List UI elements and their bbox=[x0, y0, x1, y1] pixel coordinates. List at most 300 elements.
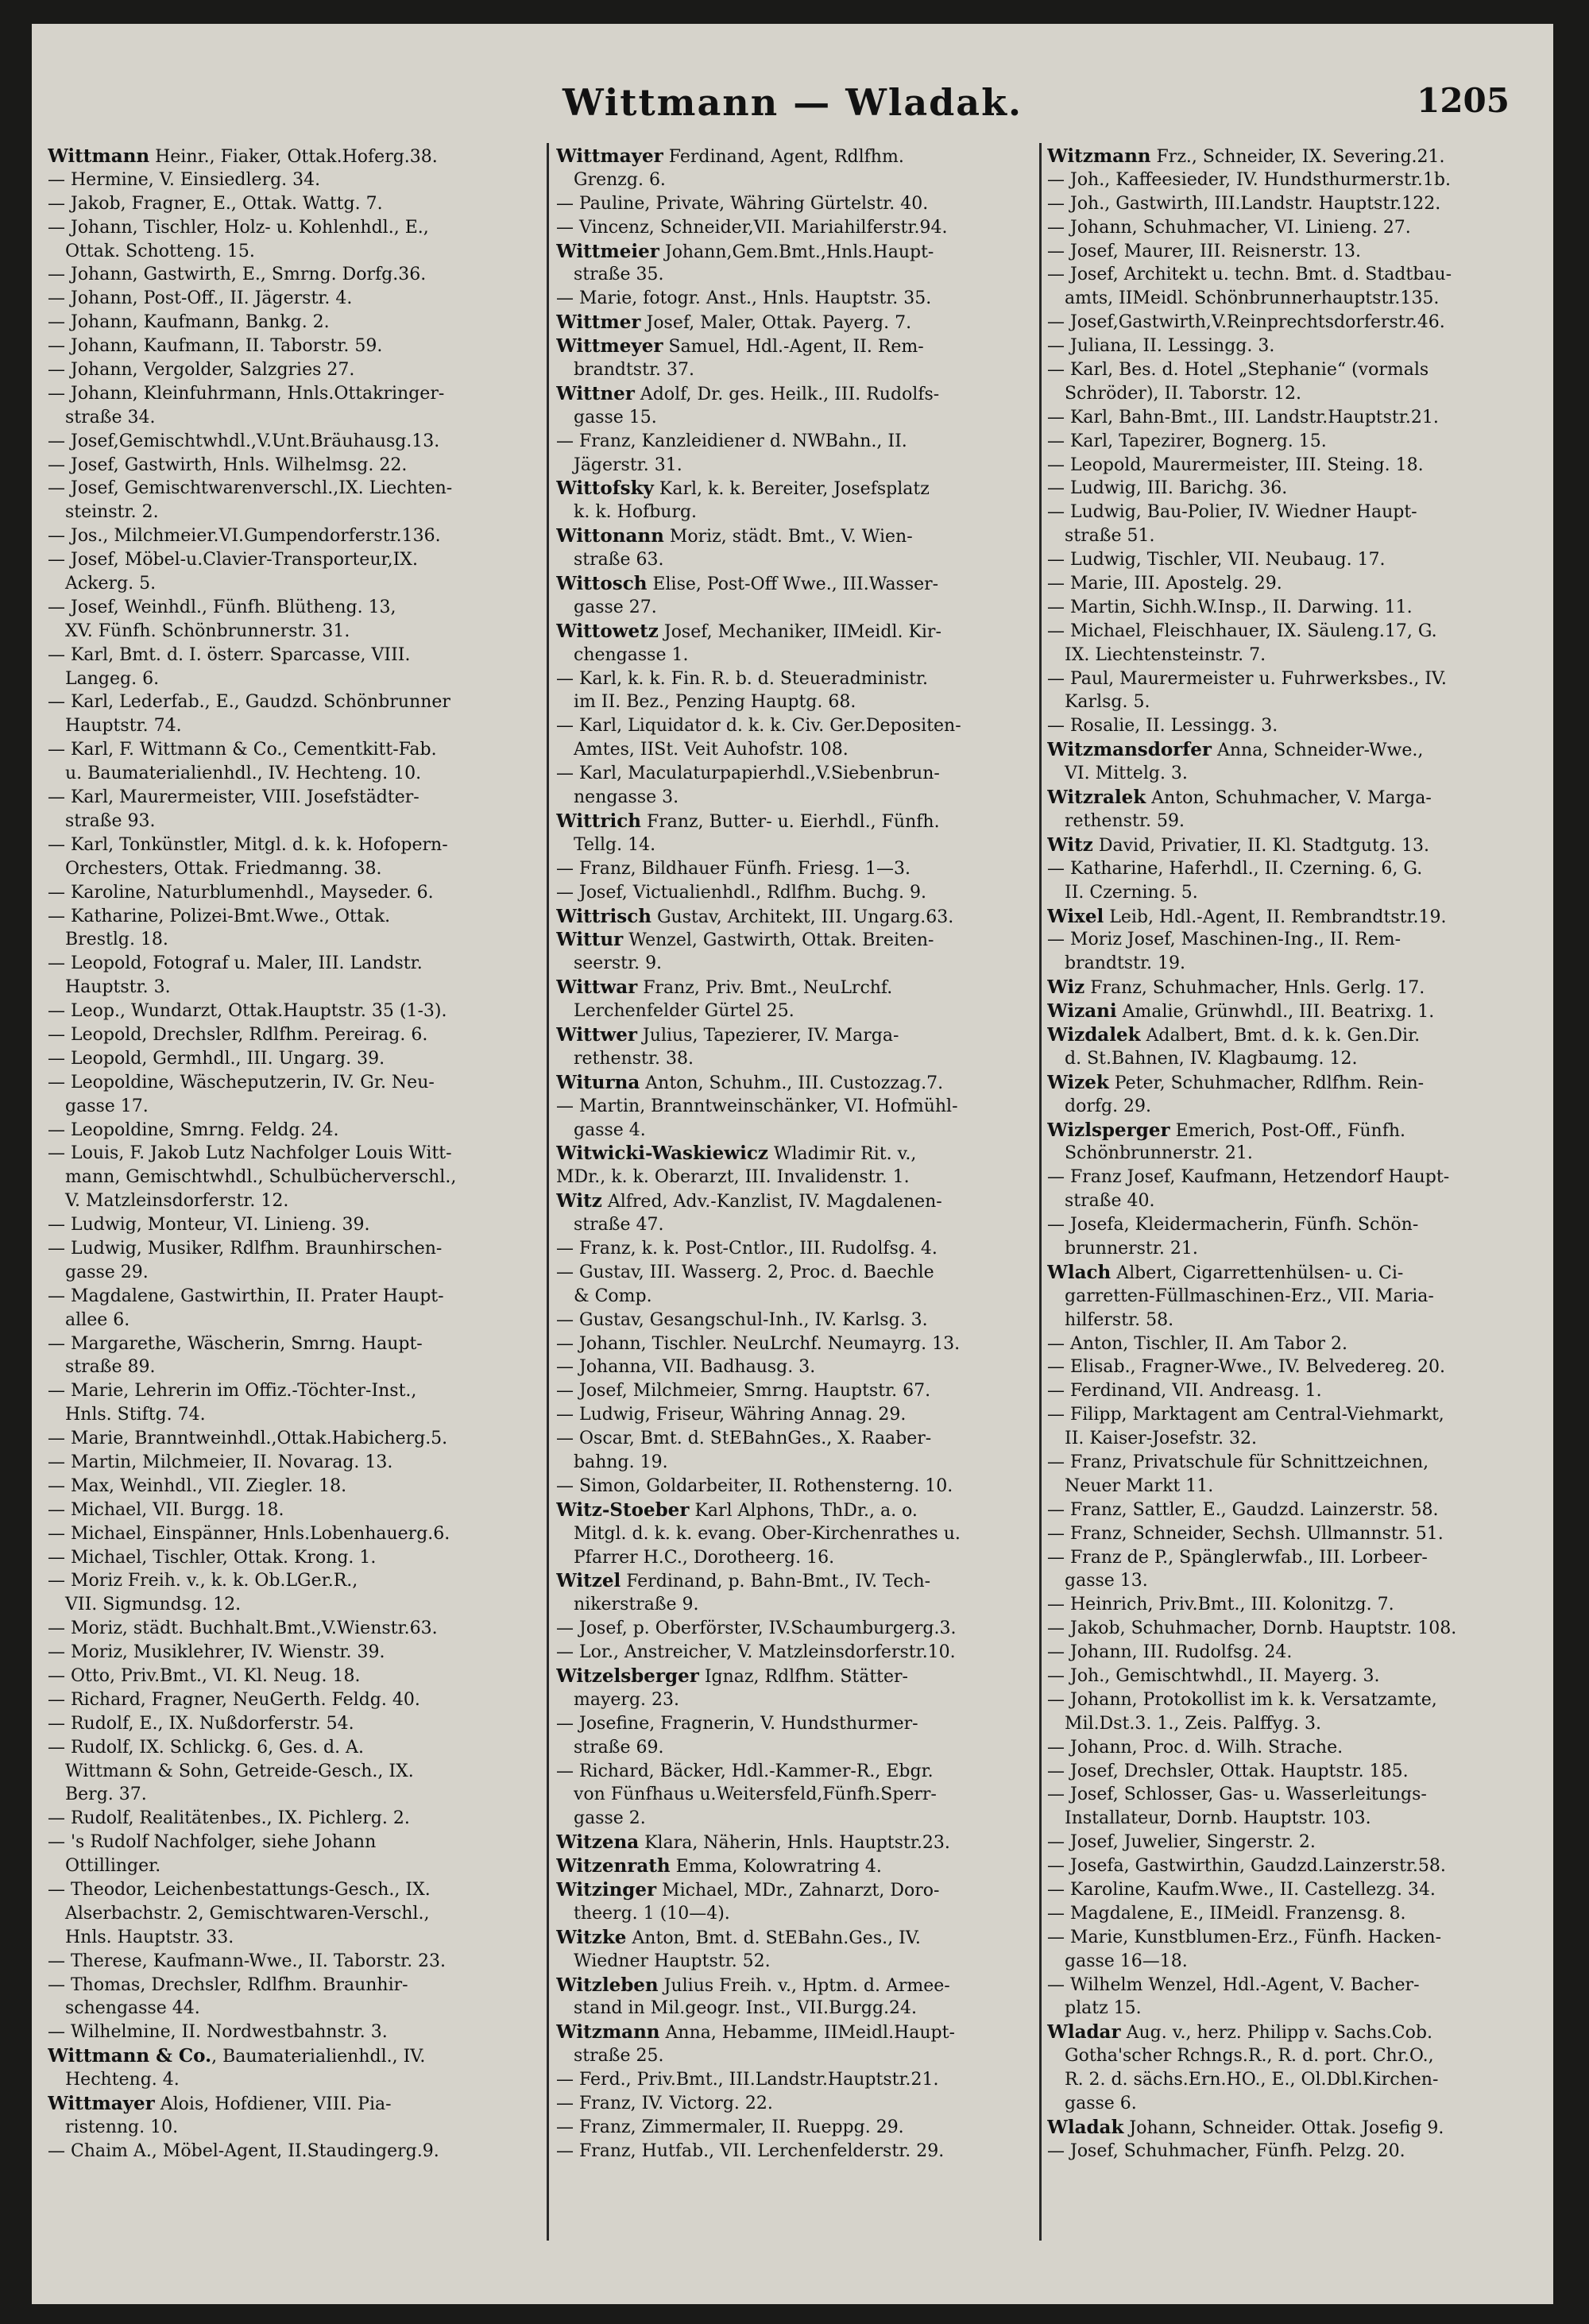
entry-text: Karl, k. k. Bereiter, Josefsplatz bbox=[653, 479, 930, 500]
directory-line bbox=[1047, 524, 1524, 548]
directory-line bbox=[48, 1783, 524, 1807]
directory-line bbox=[1047, 1878, 1524, 1902]
entry-text: Emma, Kolowratring 4. bbox=[670, 1857, 882, 1877]
directory-line bbox=[1047, 240, 1524, 264]
entry-text: — Pauline, Private, Währing Gürtelstr. 40. bbox=[556, 193, 929, 214]
entry-text: — Ludwig, III. Barichg. 36. bbox=[1047, 478, 1288, 499]
entry-text: Ignaz, Rdlfhm. Stätter- bbox=[698, 1667, 908, 1687]
entry-text: — Leopold, Fotograf u. Maler, III. Landstr. bbox=[48, 953, 423, 974]
directory-line bbox=[556, 1047, 1033, 1071]
entry-text: — Marie, Lehrerin im Offiz.-Töchter-Inst., bbox=[48, 1381, 417, 1402]
directory-line bbox=[556, 714, 1033, 738]
entry-text: Heinr., Fiaker, Ottak.Hoferg.38. bbox=[149, 147, 438, 167]
entry-text: Amalie, Grünwhdl., III. Beatrixg. 1. bbox=[1116, 1002, 1435, 1023]
directory-line bbox=[48, 548, 524, 572]
entry-text: — Leop., Wundarzt, Ottak.Hauptstr. 35 (1-3). bbox=[48, 1001, 447, 1022]
entry-text: — Marie, Kunstblumen-Erz., Fünfh. Hacken- bbox=[1047, 1927, 1442, 1947]
entry-text: Karlsg. 5. bbox=[1065, 692, 1150, 713]
directory-line bbox=[556, 1285, 1033, 1309]
directory-line bbox=[556, 382, 1033, 406]
entry-text: — Karl, k. k. Fin. R. b. d. Steueradministr. bbox=[556, 668, 929, 689]
directory-line bbox=[1047, 833, 1524, 857]
directory-line bbox=[48, 1569, 524, 1593]
directory-line bbox=[1047, 644, 1524, 667]
entry-text: rethenstr. 38. bbox=[574, 1048, 694, 1069]
directory-line bbox=[1047, 881, 1524, 905]
entry-text: — Leopoldine, Smrng. Feldg. 24. bbox=[48, 1119, 339, 1140]
entry-text: — Juliana, II. Lessingg. 3. bbox=[1047, 336, 1275, 357]
entry-surname: Witzelsberger bbox=[556, 1665, 699, 1687]
entry-text: David, Privatier, II. Kl. Stadtgutg. 13. bbox=[1092, 835, 1429, 856]
entry-text: XV. Fünfh. Schönbrunnerstr. 31. bbox=[65, 621, 350, 641]
directory-line bbox=[556, 192, 1033, 216]
directory-line bbox=[1047, 1189, 1524, 1213]
entry-surname: Wizani bbox=[1047, 1000, 1117, 1023]
entry-text: Orchesters, Ottak. Friedmanng. 38. bbox=[65, 858, 382, 879]
entry-text: — Heinrich, Priv.Bmt., III. Kolonitzg. 7. bbox=[1047, 1595, 1394, 1615]
entry-text: Frz., Schneider, IX. Severing.21. bbox=[1150, 147, 1445, 167]
directory-line bbox=[1047, 287, 1524, 311]
entry-text: — Josef, Maurer, III. Reisnerstr. 13. bbox=[1047, 241, 1362, 261]
directory-line bbox=[556, 454, 1033, 478]
entry-text: — Josefine, Fragnerin, V. Hundsthurmer- bbox=[556, 1713, 918, 1734]
directory-line bbox=[556, 2020, 1033, 2044]
entry-text: Ferdinand, Agent, Rdlfhm. bbox=[663, 147, 904, 167]
entry-text: — Thomas, Drechsler, Rdlfhm. Braunhir- bbox=[48, 1974, 408, 1995]
entry-text: — Jakob, Fragner, E., Ottak. Wattg. 7. bbox=[48, 193, 383, 214]
directory-line bbox=[1047, 1760, 1524, 1784]
entry-text: Julius, Tapezierer, IV. Marga- bbox=[636, 1025, 899, 1046]
entry-text: — Johann, Tischler. NeuLrchf. Neumayrg. 13. bbox=[556, 1333, 961, 1354]
directory-line bbox=[1047, 1475, 1524, 1498]
directory-line bbox=[48, 1498, 524, 1522]
directory-line bbox=[48, 667, 524, 691]
entry-text: — Karl, Bes. d. Hotel „Stephanie“ (vormals bbox=[1047, 360, 1429, 381]
entry-text: — Josef, Weinhdl., Fünfh. Blütheng. 13, bbox=[48, 597, 396, 617]
entry-text: — Johann, Post-Off., II. Jägerstr. 4. bbox=[48, 288, 353, 309]
entry-text: V. Matzleinsdorferstr. 12. bbox=[65, 1191, 289, 1212]
directory-line bbox=[556, 1926, 1033, 1950]
directory-line bbox=[556, 690, 1033, 714]
directory-line bbox=[1047, 168, 1524, 192]
entry-text: Berg. 37. bbox=[65, 1785, 147, 1805]
directory-line bbox=[1047, 1546, 1524, 1570]
entry-text: — Josef, Schlosser, Gas- u. Wasserleitungs- bbox=[1047, 1785, 1427, 1805]
directory-line bbox=[48, 1665, 524, 1688]
entry-text: — Karl, Liquidator d. k. k. Civ. Ger.Depositen- bbox=[556, 716, 961, 737]
entry-text: von Fünfhaus u.Weitersfeld,Fünfh.Sperr- bbox=[574, 1785, 937, 1805]
directory-line bbox=[556, 358, 1033, 382]
entry-text: mann, Gemischtwhdl., Schulbücherverschl., bbox=[65, 1167, 457, 1188]
entry-text: — Gustav, III. Wasserg. 2, Proc. d. Baechle bbox=[556, 1262, 934, 1282]
directory-line bbox=[48, 454, 524, 478]
directory-line bbox=[48, 1475, 524, 1498]
entry-text: ristenng. 10. bbox=[65, 2117, 179, 2137]
directory-line bbox=[48, 216, 524, 240]
directory-line bbox=[1047, 216, 1524, 240]
entry-text: Installateur, Dornb. Hauptstr. 103. bbox=[1065, 1808, 1371, 1829]
entry-text: — Johann, Gastwirth, E., Smrng. Dorfg.36. bbox=[48, 265, 427, 285]
directory-line bbox=[556, 1475, 1033, 1498]
directory-line bbox=[1047, 454, 1524, 478]
directory-line bbox=[1047, 1641, 1524, 1665]
directory-line bbox=[556, 501, 1033, 524]
entry-text: — Josef, Victualienhdl., Rdlfhm. Buchg. 9. bbox=[556, 882, 926, 903]
entry-surname: Wittrisch bbox=[556, 905, 651, 927]
entry-text: — Franz, Kanzleidiener d. NWBahn., II. bbox=[556, 431, 907, 451]
directory-line bbox=[556, 1783, 1033, 1807]
entry-text: — Karl, Maculaturpapierhdl.,V.Siebenbrun- bbox=[556, 764, 940, 784]
entry-text: — Ludwig, Friseur, Währing Annag. 29. bbox=[556, 1405, 907, 1425]
entry-text: gasse 2. bbox=[574, 1808, 646, 1829]
entry-text: — Ludwig, Tischler, VII. Neubaug. 17. bbox=[1047, 550, 1386, 570]
entry-text: mayerg. 23. bbox=[574, 1689, 679, 1710]
directory-line bbox=[48, 1546, 524, 1570]
directory-line bbox=[556, 1451, 1033, 1475]
directory-line bbox=[48, 1142, 524, 1166]
directory-line bbox=[48, 2020, 524, 2044]
entry-text: straße 40. bbox=[1065, 1191, 1155, 1212]
entry-text: MDr., k. k. Oberarzt, III. Invalidenstr. 1. bbox=[556, 1167, 910, 1188]
column-3 bbox=[1047, 145, 1524, 2164]
entry-text: — Franz de P., Spänglerwfab., III. Lorbeer- bbox=[1047, 1547, 1428, 1568]
entry-text: — Wilhelm Wenzel, Hdl.-Agent, V. Bacher- bbox=[1047, 1974, 1420, 1995]
directory-line bbox=[1047, 430, 1524, 454]
entry-text: — Johanna, VII. Badhausg. 3. bbox=[556, 1357, 816, 1378]
entry-text: — Marie, Branntweinhdl.,Ottak.Habicherg.5. bbox=[48, 1429, 448, 1449]
directory-line bbox=[556, 1379, 1033, 1403]
directory-line bbox=[556, 524, 1033, 548]
directory-line bbox=[1047, 572, 1524, 596]
directory-line bbox=[1047, 2116, 1524, 2140]
directory-line bbox=[1047, 1309, 1524, 1332]
directory-line bbox=[1047, 1261, 1524, 1285]
entry-text: — Richard, Bäcker, Hdl.-Kammer-R., Ebgr. bbox=[556, 1761, 934, 1781]
directory-line bbox=[48, 1403, 524, 1427]
directory-line bbox=[556, 1213, 1033, 1237]
entry-text: — Moriz, städt. Buchhalt.Bmt.,V.Wienstr.63. bbox=[48, 1618, 438, 1639]
directory-line bbox=[48, 833, 524, 857]
directory-line bbox=[48, 976, 524, 1000]
entry-text: — Johann, Tischler, Holz- u. Kohlenhdl., E., bbox=[48, 217, 429, 238]
entry-surname: Wittmeyer bbox=[556, 335, 663, 358]
entry-text: — Karoline, Kaufm.Wwe., II. Castellezg. 34. bbox=[1047, 1880, 1436, 1901]
entry-text: — Richard, Fragner, NeuGerth. Feldg. 40. bbox=[48, 1689, 420, 1710]
directory-line bbox=[48, 1166, 524, 1189]
entry-text: Amtes, IISt. Veit Auhofstr. 108. bbox=[574, 740, 849, 760]
directory-line bbox=[48, 1427, 524, 1451]
entry-surname: Wittur bbox=[556, 929, 624, 951]
directory-line bbox=[48, 311, 524, 334]
directory-line bbox=[556, 406, 1033, 430]
directory-line bbox=[556, 786, 1033, 810]
directory-line bbox=[48, 690, 524, 714]
entry-text: bahng. 19. bbox=[574, 1452, 668, 1472]
entry-text: — Marie, fotogr. Anst., Hnls. Hauptstr. 35. bbox=[556, 288, 932, 309]
directory-line bbox=[556, 1023, 1033, 1047]
entry-text: Alfred, Adv.-Kanzlist, IV. Magdalenen- bbox=[601, 1192, 942, 1212]
entry-text: — Katharine, Polizei-Bmt.Wwe., Ottak. bbox=[48, 906, 391, 926]
entry-text: — Josef, Juwelier, Singerstr. 2. bbox=[1047, 1832, 1316, 1853]
entry-surname: Wittosch bbox=[556, 573, 648, 595]
column-1 bbox=[48, 145, 524, 2164]
page-number: 1205 bbox=[1417, 81, 1510, 120]
entry-text: — Johann, III. Rudolfsg. 24. bbox=[1047, 1642, 1293, 1663]
directory-line bbox=[556, 738, 1033, 762]
entry-text: Anton, Schuhmacher, V. Marga- bbox=[1146, 788, 1432, 809]
directory-line bbox=[556, 1522, 1033, 1546]
directory-line bbox=[48, 430, 524, 454]
entry-surname: Wittrich bbox=[556, 810, 641, 832]
entry-text: Langeg. 6. bbox=[65, 668, 160, 689]
entry-text: Anton, Schuhm., III. Custozzag.7. bbox=[640, 1073, 944, 1093]
entry-text: Franz, Butter- u. Eierhdl., Fünfh. bbox=[641, 811, 940, 832]
entry-text: — Michael, Fleischhauer, IX. Säuleng.17, G. bbox=[1047, 621, 1437, 641]
directory-line bbox=[1047, 1498, 1524, 1522]
directory-line bbox=[556, 240, 1033, 264]
directory-line bbox=[48, 1522, 524, 1546]
directory-line bbox=[1047, 1688, 1524, 1712]
directory-line bbox=[48, 406, 524, 430]
directory-line bbox=[556, 1498, 1033, 1522]
directory-line bbox=[1047, 1617, 1524, 1641]
entry-surname: Wladar bbox=[1047, 2021, 1121, 2044]
entry-text: — Simon, Goldarbeiter, II. Rothensterng. 10. bbox=[556, 1475, 953, 1496]
directory-line bbox=[48, 596, 524, 620]
directory-line bbox=[556, 857, 1033, 881]
entry-text: R. 2. d. sächs.Ern.HO., E., Ol.Dbl.Kirchen- bbox=[1065, 2070, 1439, 2090]
directory-line bbox=[1047, 501, 1524, 524]
entry-surname: Wittowetz bbox=[556, 620, 659, 642]
directory-line bbox=[556, 1974, 1033, 1997]
entry-text: — Josef, Gastwirth, Hnls. Wilhelmsg. 22. bbox=[48, 454, 408, 475]
entry-text: Ottillinger. bbox=[65, 1856, 161, 1877]
entry-text: Mil.Dst.3. 1., Zeis. Palffyg. 3. bbox=[1065, 1713, 1322, 1734]
entry-text: theerg. 1 (10—4). bbox=[574, 1903, 730, 1924]
directory-line bbox=[556, 833, 1033, 857]
directory-line bbox=[48, 2140, 524, 2164]
entry-surname: Wittwar bbox=[556, 976, 638, 999]
entry-text: Lerchenfelder Gürtel 25. bbox=[574, 1001, 794, 1022]
entry-text: Wenzel, Gastwirth, Ottak. Breiten- bbox=[623, 930, 934, 951]
entry-surname: Witzmann bbox=[1047, 145, 1151, 167]
directory-line bbox=[48, 1712, 524, 1736]
directory-line bbox=[1047, 786, 1524, 810]
entry-text: Leib, Hdl.-Agent, II. Rembrandtstr.19. bbox=[1104, 907, 1447, 927]
directory-line bbox=[556, 1309, 1033, 1332]
directory-line bbox=[48, 738, 524, 762]
directory-line bbox=[48, 524, 524, 548]
directory-line bbox=[556, 287, 1033, 311]
entry-surname: Wittonann bbox=[556, 525, 664, 547]
directory-line bbox=[556, 572, 1033, 596]
entry-text: — Franz, Hutfab., VII. Lerchenfelderstr. 29. bbox=[556, 2140, 945, 2161]
entry-text: — Johann, Protokollist im k. k. Versatzamte, bbox=[1047, 1689, 1437, 1710]
entry-text: — Lor., Anstreicher, V. Matzleinsdorferstr.10. bbox=[556, 1642, 956, 1663]
directory-line bbox=[48, 1617, 524, 1641]
directory-line bbox=[48, 881, 524, 905]
entry-text: — Karl, F. Wittmann & Co., Cementkitt-Fab. bbox=[48, 740, 437, 760]
entry-text: d. St.Bahnen, IV. Klagbaumg. 12. bbox=[1065, 1048, 1358, 1069]
entry-text: — Magdalene, E., IIMeidl. Franzensg. 8. bbox=[1047, 1903, 1406, 1924]
entry-text: Hnls. Stiftg. 74. bbox=[65, 1405, 206, 1425]
directory-line bbox=[1047, 1355, 1524, 1379]
entry-text: — Oscar, Bmt. d. StEBahnGes., X. Raaber- bbox=[556, 1429, 932, 1449]
entry-surname: Wizdalek bbox=[1047, 1023, 1141, 1046]
entry-text: — Jakob, Schuhmacher, Dornb. Hauptstr. 108. bbox=[1047, 1618, 1457, 1639]
entry-text: — Chaim A., Möbel-Agent, II.Staudingerg.9. bbox=[48, 2140, 439, 2161]
directory-line bbox=[556, 1166, 1033, 1189]
directory-line bbox=[1047, 1071, 1524, 1095]
entry-text: — Leopold, Drechsler, Rdlfhm. Pereirag. 6. bbox=[48, 1024, 428, 1045]
directory-line bbox=[1047, 1807, 1524, 1831]
directory-line bbox=[48, 928, 524, 952]
directory-line bbox=[1047, 2044, 1524, 2068]
directory-line bbox=[556, 1261, 1033, 1285]
directory-line bbox=[1047, 2020, 1524, 2044]
entry-text: — Ludwig, Monteur, VI. Linieng. 39. bbox=[48, 1215, 370, 1235]
entry-text: gasse 15. bbox=[574, 407, 657, 427]
entry-text: Anton, Bmt. d. StEBahn.Ges., IV. bbox=[626, 1928, 921, 1948]
directory-line bbox=[1047, 1213, 1524, 1237]
entry-text: gasse 16—18. bbox=[1065, 1951, 1188, 1971]
directory-line bbox=[556, 216, 1033, 240]
directory-line bbox=[48, 1023, 524, 1047]
directory-line bbox=[556, 1332, 1033, 1356]
directory-line bbox=[1047, 1902, 1524, 1926]
entry-text: gasse 13. bbox=[1065, 1571, 1148, 1591]
entry-text: brandtstr. 37. bbox=[574, 360, 695, 381]
entry-text: — Margarethe, Wäscherin, Smrng. Haupt- bbox=[48, 1333, 423, 1354]
entry-text: — Katharine, Haferhdl., II. Czerning. 6, G. bbox=[1047, 858, 1423, 879]
entry-text: rethenstr. 59. bbox=[1065, 810, 1185, 831]
directory-line bbox=[48, 810, 524, 833]
directory-line bbox=[1047, 1997, 1524, 2020]
directory-line bbox=[556, 596, 1033, 620]
directory-line bbox=[48, 192, 524, 216]
entry-text: Gustav, Architekt, III. Ungarg.63. bbox=[651, 907, 954, 927]
directory-line bbox=[48, 1000, 524, 1023]
entry-text: garretten-Füllmaschinen-Erz., VII. Maria- bbox=[1065, 1286, 1434, 1306]
directory-line bbox=[1047, 690, 1524, 714]
entry-text: Pfarrer H.C., Dorotheerg. 16. bbox=[574, 1547, 835, 1568]
directory-line bbox=[48, 905, 524, 929]
directory-line bbox=[48, 1309, 524, 1332]
entry-text: & Comp. bbox=[574, 1286, 652, 1306]
entry-surname: Witzralek bbox=[1047, 787, 1146, 809]
entry-text: — Johann, Kaufmann, Bankg. 2. bbox=[48, 312, 330, 333]
directory-line bbox=[1047, 1665, 1524, 1688]
entry-text: Hauptstr. 3. bbox=[65, 977, 171, 998]
entry-text: Franz, Priv. Bmt., NeuLrchf. bbox=[637, 978, 893, 999]
directory-line bbox=[1047, 1569, 1524, 1593]
entry-text: — Therese, Kaufmann-Wwe., II. Taborstr. 23. bbox=[48, 1951, 447, 1971]
entry-text: straße 51. bbox=[1065, 526, 1155, 547]
directory-line bbox=[48, 1997, 524, 2020]
entry-text: — Anton, Tischler, II. Am Tabor 2. bbox=[1047, 1333, 1347, 1354]
directory-line bbox=[1047, 1285, 1524, 1309]
directory-line bbox=[556, 1546, 1033, 1570]
entry-text: — Louis, F. Jakob Lutz Nachfolger Louis Witt- bbox=[48, 1143, 452, 1164]
directory-line bbox=[48, 2092, 524, 2116]
directory-line bbox=[48, 1451, 524, 1475]
directory-line bbox=[48, 145, 524, 168]
entry-text: — Ludwig, Musiker, Rdlfhm. Braunhirschen- bbox=[48, 1238, 443, 1259]
entry-surname: Wittofsky bbox=[556, 478, 654, 500]
entry-text: — Karl, Tapezirer, Bognerg. 15. bbox=[1047, 431, 1327, 451]
entry-text: straße 93. bbox=[65, 810, 156, 831]
entry-text: Alserbachstr. 2, Gemischtwaren-Verschl., bbox=[65, 1903, 430, 1924]
entry-text: platz 15. bbox=[1065, 1998, 1142, 2019]
entry-text: — Rudolf, IX. Schlickg. 6, Ges. d. A. bbox=[48, 1737, 364, 1758]
entry-text: Peter, Schuhmacher, Rdlfhm. Rein- bbox=[1108, 1073, 1425, 1093]
directory-line bbox=[48, 952, 524, 976]
directory-line bbox=[1047, 358, 1524, 382]
directory-line bbox=[556, 430, 1033, 454]
directory-line bbox=[1047, 596, 1524, 620]
entry-surname: Wittmayer bbox=[556, 145, 663, 167]
directory-line bbox=[556, 1071, 1033, 1095]
directory-line bbox=[1047, 1854, 1524, 1878]
entry-text: Wittmann & Sohn, Getreide-Gesch., IX. bbox=[65, 1761, 414, 1781]
directory-line bbox=[48, 1974, 524, 1997]
entry-text: — Rudolf, E., IX. Nußdorferstr. 54. bbox=[48, 1713, 354, 1734]
directory-line bbox=[1047, 738, 1524, 762]
directory-line bbox=[48, 1095, 524, 1119]
entry-text: — Josef, Möbel-u.Clavier-Transporteur,IX. bbox=[48, 550, 418, 570]
entry-text: Hauptstr. 74. bbox=[65, 716, 182, 737]
directory-line bbox=[556, 1736, 1033, 1760]
directory-line bbox=[1047, 810, 1524, 833]
entry-text: Jägerstr. 31. bbox=[574, 454, 682, 475]
entry-text: straße 35. bbox=[574, 265, 664, 285]
entry-text: — Franz, Schneider, Sechsh. Ullmannstr. 51. bbox=[1047, 1523, 1444, 1544]
entry-text: — Karoline, Naturblumenhdl., Mayseder. 6. bbox=[48, 882, 434, 903]
entry-text: — Franz, Bildhauer Fünfh. Friesg. 1—3. bbox=[556, 858, 911, 879]
directory-line bbox=[556, 1688, 1033, 1712]
entry-text: — Jos., Milchmeier.VI.Gumpendorferstr.136. bbox=[48, 526, 441, 547]
entry-text: — Martin, Sichh.W.Insp., II. Darwing. 11. bbox=[1047, 597, 1413, 617]
directory-line bbox=[556, 1641, 1033, 1665]
directory-line bbox=[48, 240, 524, 264]
entry-text: — Karl, Tonkünstler, Mitgl. d. k. k. Hofopern- bbox=[48, 834, 448, 855]
directory-line bbox=[556, 1237, 1033, 1261]
entry-text: Emerich, Post-Off., Fünfh. bbox=[1170, 1120, 1406, 1141]
entry-text: — Johann, Schuhmacher, VI. Linieng. 27. bbox=[1047, 217, 1411, 238]
entry-surname: Witzke bbox=[556, 1926, 627, 1948]
entry-text: — Otto, Priv.Bmt., VI. Kl. Neug. 18. bbox=[48, 1666, 361, 1686]
directory-line bbox=[1047, 477, 1524, 501]
entry-text: — Michael, Tischler, Ottak. Krong. 1. bbox=[48, 1547, 377, 1568]
directory-line bbox=[1047, 905, 1524, 929]
entry-text: Moriz, städt. Bmt., V. Wien- bbox=[663, 527, 913, 547]
directory-line bbox=[48, 786, 524, 810]
entry-surname: Wittmeier bbox=[556, 240, 659, 262]
entry-text: — Josef,Gastwirth,V.Reinprechtsdorferstr.46. bbox=[1047, 312, 1445, 333]
entry-surname: Wlach bbox=[1047, 1261, 1112, 1283]
directory-line bbox=[556, 1355, 1033, 1379]
entry-text: allee 6. bbox=[65, 1309, 130, 1330]
entry-text: nikerstraße 9. bbox=[574, 1595, 699, 1615]
entry-text: — Elisab., Fragner-Wwe., IV. Belvedereg. 20. bbox=[1047, 1357, 1446, 1378]
entry-surname: Wladak bbox=[1047, 2116, 1124, 2138]
directory-line bbox=[556, 311, 1033, 334]
entry-text: — Franz, Zimmermaler, II. Rueppg. 29. bbox=[556, 2117, 904, 2137]
entry-surname: Witzenrath bbox=[556, 1855, 671, 1877]
directory-line bbox=[556, 810, 1033, 833]
directory-line bbox=[1047, 1119, 1524, 1143]
directory-line bbox=[48, 1189, 524, 1213]
